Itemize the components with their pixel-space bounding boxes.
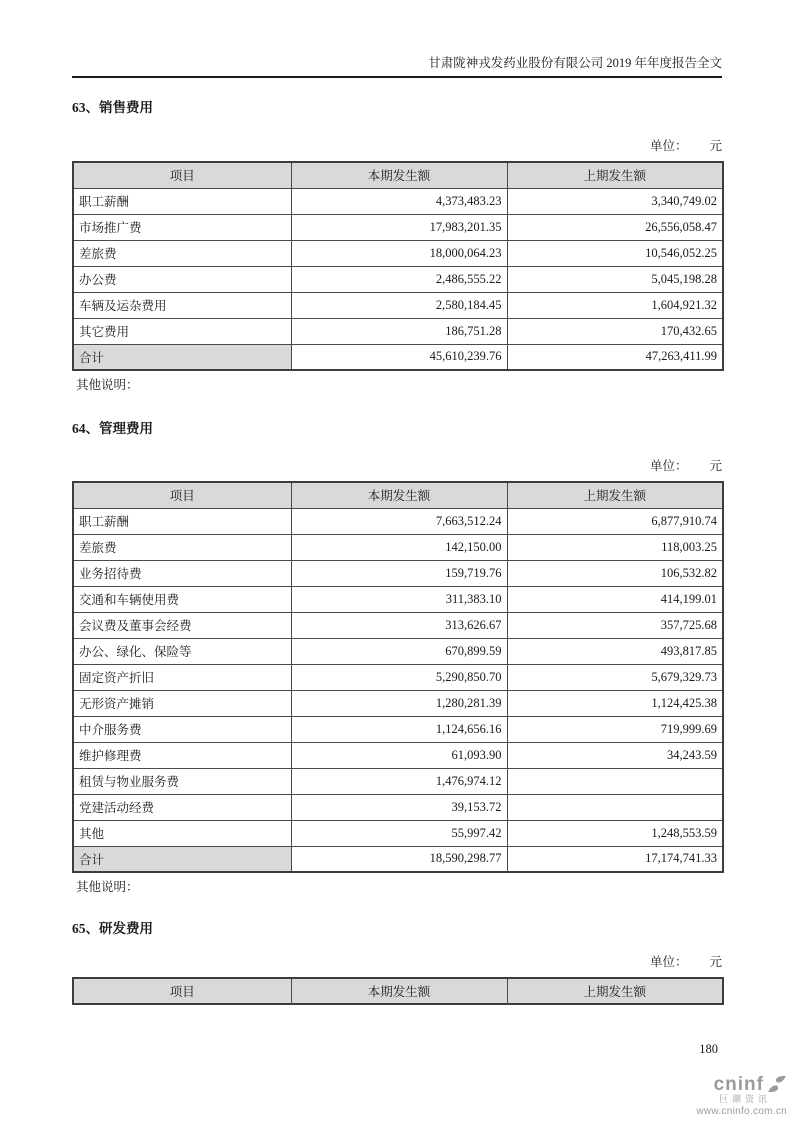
- table-row: [73, 534, 723, 560]
- cninfo-name-cn: 巨潮资讯: [718, 1094, 771, 1104]
- unit-label: 单位：: [649, 139, 688, 153]
- row-prior-value: 719,999.69: [507, 716, 723, 742]
- other-note: 其他说明：: [76, 378, 139, 392]
- row-prior-value: 10,546,052.25: [507, 240, 723, 266]
- row-item-label: 差旅费: [73, 240, 291, 266]
- row-current-value: 2,580,184.45: [291, 292, 507, 318]
- section-title-65: 65、研发费用: [72, 921, 153, 936]
- row-current-value: 7,663,512.24: [291, 508, 507, 534]
- table-row: [73, 690, 723, 716]
- table-row: [73, 768, 723, 794]
- row-current-value: 17,983,201.35: [291, 214, 507, 240]
- row-item-label: 合计: [73, 846, 291, 872]
- row-item-label: 其他: [73, 820, 291, 846]
- row-current-value: 670,899.59: [291, 638, 507, 664]
- row-item-label: 差旅费: [73, 534, 291, 560]
- row-current-value: 5,290,850.70: [291, 664, 507, 690]
- table-row: [73, 820, 723, 846]
- table-row: [73, 188, 723, 214]
- row-item-label: 职工薪酬: [73, 188, 291, 214]
- cninfo-brand-text: cninf: [713, 1073, 764, 1095]
- row-item-label: 中介服务费: [73, 716, 291, 742]
- row-current-value: 18,000,064.23: [291, 240, 507, 266]
- section-title-63: 63、销售费用: [72, 100, 153, 115]
- column-header-prior: 上期发生额: [507, 978, 723, 1004]
- row-prior-value: 47,263,411.99: [507, 344, 723, 370]
- row-prior-value: 414,199.01: [507, 586, 723, 612]
- row-current-value: 45,610,239.76: [291, 344, 507, 370]
- table-header-row: [73, 978, 723, 1004]
- row-item-label: 党建活动经费: [73, 794, 291, 820]
- row-item-label: 租赁与物业服务费: [73, 768, 291, 794]
- table-row: [73, 586, 723, 612]
- row-current-value: 55,997.42: [291, 820, 507, 846]
- table-row: [73, 508, 723, 534]
- column-header-current: 本期发生额: [291, 162, 507, 188]
- unit-value: 元: [709, 139, 722, 153]
- row-prior-value: 5,679,329.73: [507, 664, 723, 690]
- column-header-item: 项目: [73, 482, 291, 508]
- row-prior-value: 170,432.65: [507, 318, 723, 344]
- row-prior-value: 1,124,425.38: [507, 690, 723, 716]
- row-current-value: 311,383.10: [291, 586, 507, 612]
- other-note: 其他说明：: [76, 880, 139, 894]
- row-current-value: 142,150.00: [291, 534, 507, 560]
- page-number: 180: [699, 1042, 718, 1056]
- table-row: [73, 214, 723, 240]
- table-row: [73, 240, 723, 266]
- row-current-value: 61,093.90: [291, 742, 507, 768]
- row-prior-value: 5,045,198.28: [507, 266, 723, 292]
- row-item-label: 职工薪酬: [73, 508, 291, 534]
- row-item-label: 其它费用: [73, 318, 291, 344]
- row-item-label: 固定资产折旧: [73, 664, 291, 690]
- row-prior-value: 357,725.68: [507, 612, 723, 638]
- table-row: [73, 266, 723, 292]
- row-current-value: 186,751.28: [291, 318, 507, 344]
- row-current-value: 1,476,974.12: [291, 768, 507, 794]
- row-current-value: 18,590,298.77: [291, 846, 507, 872]
- row-item-label: 合计: [73, 344, 291, 370]
- row-item-label: 会议费及董事会经费: [73, 612, 291, 638]
- row-current-value: 1,280,281.39: [291, 690, 507, 716]
- doc-header-title: 甘肃陇神戎发药业股份有限公司 2019 年年度报告全文: [428, 56, 722, 70]
- row-prior-value: 17,174,741.33: [507, 846, 723, 872]
- column-header-item: 项目: [73, 162, 291, 188]
- header-rule: [72, 76, 722, 78]
- unit-label: 单位：: [649, 955, 688, 969]
- table-total-row: [73, 846, 723, 872]
- row-current-value: 2,486,555.22: [291, 266, 507, 292]
- row-prior-value: 6,877,910.74: [507, 508, 723, 534]
- cninfo-swirl-icon: [767, 1074, 787, 1094]
- unit-line: [72, 955, 722, 970]
- unit-line: [72, 139, 722, 154]
- column-header-current: 本期发生额: [291, 482, 507, 508]
- row-current-value: 1,124,656.16: [291, 716, 507, 742]
- table-row: [73, 664, 723, 690]
- table-total-row: [73, 344, 723, 370]
- table-row: [73, 318, 723, 344]
- row-prior-value: 106,532.82: [507, 560, 723, 586]
- table-row: [73, 794, 723, 820]
- table-row: [73, 638, 723, 664]
- column-header-prior: 上期发生额: [507, 162, 723, 188]
- row-prior-value: 493,817.85: [507, 638, 723, 664]
- column-header-current: 本期发生额: [291, 978, 507, 1004]
- row-prior-value: [507, 768, 723, 794]
- unit-line: [72, 459, 722, 474]
- table-header-row: [73, 162, 723, 188]
- row-prior-value: 1,604,921.32: [507, 292, 723, 318]
- unit-label: 单位：: [649, 459, 688, 473]
- row-item-label: 市场推广费: [73, 214, 291, 240]
- row-item-label: 办公、绿化、保险等: [73, 638, 291, 664]
- row-prior-value: 26,556,058.47: [507, 214, 723, 240]
- row-item-label: 交通和车辆使用费: [73, 586, 291, 612]
- table-row: [73, 742, 723, 768]
- row-current-value: 39,153.72: [291, 794, 507, 820]
- admin-expense-table: [72, 481, 724, 873]
- row-prior-value: 34,243.59: [507, 742, 723, 768]
- row-prior-value: 1,248,553.59: [507, 820, 723, 846]
- row-current-value: 159,719.76: [291, 560, 507, 586]
- section-title-64: 64、管理费用: [72, 421, 153, 436]
- row-current-value: 4,373,483.23: [291, 188, 507, 214]
- table-row: [73, 292, 723, 318]
- row-prior-value: 3,340,749.02: [507, 188, 723, 214]
- row-item-label: 车辆及运杂费用: [73, 292, 291, 318]
- unit-value: 元: [709, 459, 722, 473]
- table-row: [73, 612, 723, 638]
- table-row: [73, 716, 723, 742]
- sales-expense-table: [72, 161, 724, 371]
- row-prior-value: [507, 794, 723, 820]
- row-item-label: 维护修理费: [73, 742, 291, 768]
- cninfo-url: www.cninfo.com.cn: [696, 1106, 787, 1117]
- row-item-label: 办公费: [73, 266, 291, 292]
- row-item-label: 无形资产摊销: [73, 690, 291, 716]
- unit-value: 元: [709, 955, 722, 969]
- row-prior-value: 118,003.25: [507, 534, 723, 560]
- row-item-label: 业务招待费: [73, 560, 291, 586]
- cninfo-logo: [696, 1074, 787, 1117]
- table-row: [73, 560, 723, 586]
- row-current-value: 313,626.67: [291, 612, 507, 638]
- column-header-prior: 上期发生额: [507, 482, 723, 508]
- column-header-item: 项目: [73, 978, 291, 1004]
- rd-expense-table: [72, 977, 724, 1005]
- table-header-row: [73, 482, 723, 508]
